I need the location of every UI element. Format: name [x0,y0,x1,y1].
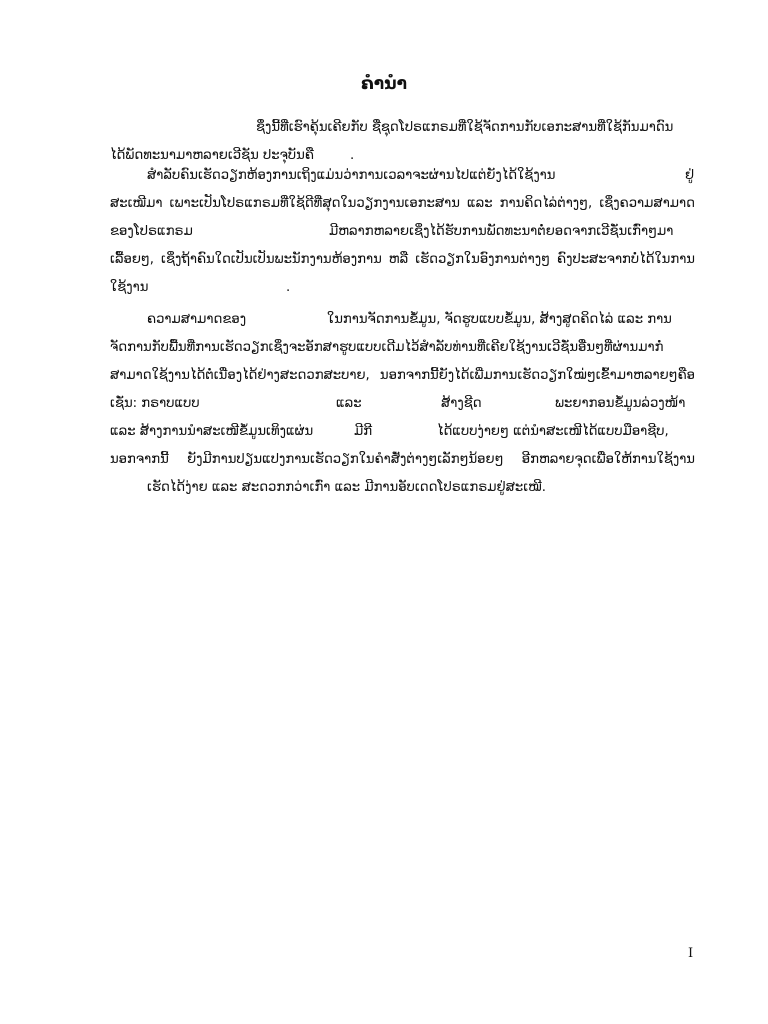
page-number: I [688,946,694,961]
text-line: ສ້າງຊີດ [441,396,482,411]
text-line: ໃຊ້ງານ [110,280,149,295]
text-line: ເຮັດໄດ້ງ່າຍ ແລະ ສະດວກກວ່າເກົ່າ ແລະ ມີການອັບເດດໂປຣແກຣມຢູ່ສະເໝີ. [147,480,546,495]
text-line: ພະຍາກອນຂໍ້ມູນລ່ວງໜ້າ [555,396,686,411]
text-line: ມີຫລາກຫລາຍເຊິ່ງໄດ້ຮັບການພັດທະນາຕໍ່ຍອດຈາກເວີຊັ່ນເກົ່າໆມາ [329,224,674,239]
text-line: ໄດ້ພັດທະນາມາຫລາຍເວີຊັນ ປະຈຸບັນຄື [110,148,314,163]
text-line: ສາມາດໃຊ້ງານໄດ້ຕໍ່ເນື່ອງໄດ້ຢ່າງສະດວກສະບາຍ, ນອກຈາກນີ້ຍັງໄດ້ເພີ່ມການເຮັດວຽກໃໝ່ໆເຂົ້າມາຫລາຍໆຄືອ [110,368,695,383]
text-line: ເຊັ່ນ: ກຣາບແບບ [110,396,200,411]
text-line: ຄວາມສາມາດຂອງ [147,312,247,327]
text-line: ເລື້ອຍໆ, ເຊິ່ງຖ້າຄົນໃດເປັນເປັນພະນັກງານຫ້ອງການ ຫລື ເຮັດວຽກໃນອົງການຕ່າງໆ ຄົງປະສະຈາກບໍ່ໄດ້ໃນການ [110,252,695,267]
text-line: . [286,280,291,295]
page-title: ຄຳນຳ [361,74,407,94]
text-line: ຊຶ່ງນີ້ທີ່ເຮົາຄຸ້ນເຄີຍກັບ ຊື່ຊຸດໂປຣແກຣມທີ່ໃຊ້ຈັດການກັບເອກະສານທີ່ໃຊ້ກັນມາດົນ [256,120,674,135]
text-line: ນອກຈາກນີ້ ຍັງມີການປຽນແປງການເຮັດວຽກໃນຄຳສັ່ງຕ່າງໆເລັກໆນ້ອຍໆ ອີກຫລາຍຈຸດເພື່ອໃຫ້ການໃຊ້ງານ [110,452,695,467]
text-line: ໄດ້ແບບງ່າຍໆ ແຕ່ນຳສະເໜີໄດ້ແບບມືອາຊີບ, [437,424,669,439]
text-line: ແລະ ສ້າງການນຳສະເໜີຂໍ້ມູນເທິງແຜ່ນ [110,424,314,439]
text-line: ສຳລັບຄົນເຮັດວຽກຫ້ອງການເຖິງແມ່ນວ່າການເວລາຈະຜ່ານໄປແຕ່ຍັງໄດ້ໃຊ້ງານ [147,168,556,183]
text-line: ໃນການຈັດການຂໍ້ມູນ, ຈັດຮູບແບບຂໍ້ມູນ, ສ້າງສູດຄິດໄລ່ ແລະ ການ [327,312,672,327]
text-line: ມີກີ [354,424,373,439]
text-line: ຢູ່ [685,168,695,183]
text-line: ສະເໝີມາ ເພາະເປັນໂປຣແກຣມທີ່ໃຊ້ດີທີ່ສຸດໃນວຽກງານເອກະສານ ແລະ ການຄິດໄລ່ຕ່າງໆ, ເຊິ່ງຄວາມສາມາດ [110,196,695,211]
text-line: ຈັດການກັບພື້ນທີ່ການເຮັດວຽກເຊິ່ງຈະອັກສາຮູບແບບເດີມໄວ້ສຳລັບທ່ານທີ່ເຄີຍໃຊ້ງານເວີຊັ່ນອື່ນໆທີ່ຜ່ານມາກໍ່ [110,340,664,355]
text-line: ແລະ [336,396,362,411]
text-line: ຂອງໂປຣແກຣມ [110,224,193,239]
text-line: . [350,148,355,163]
